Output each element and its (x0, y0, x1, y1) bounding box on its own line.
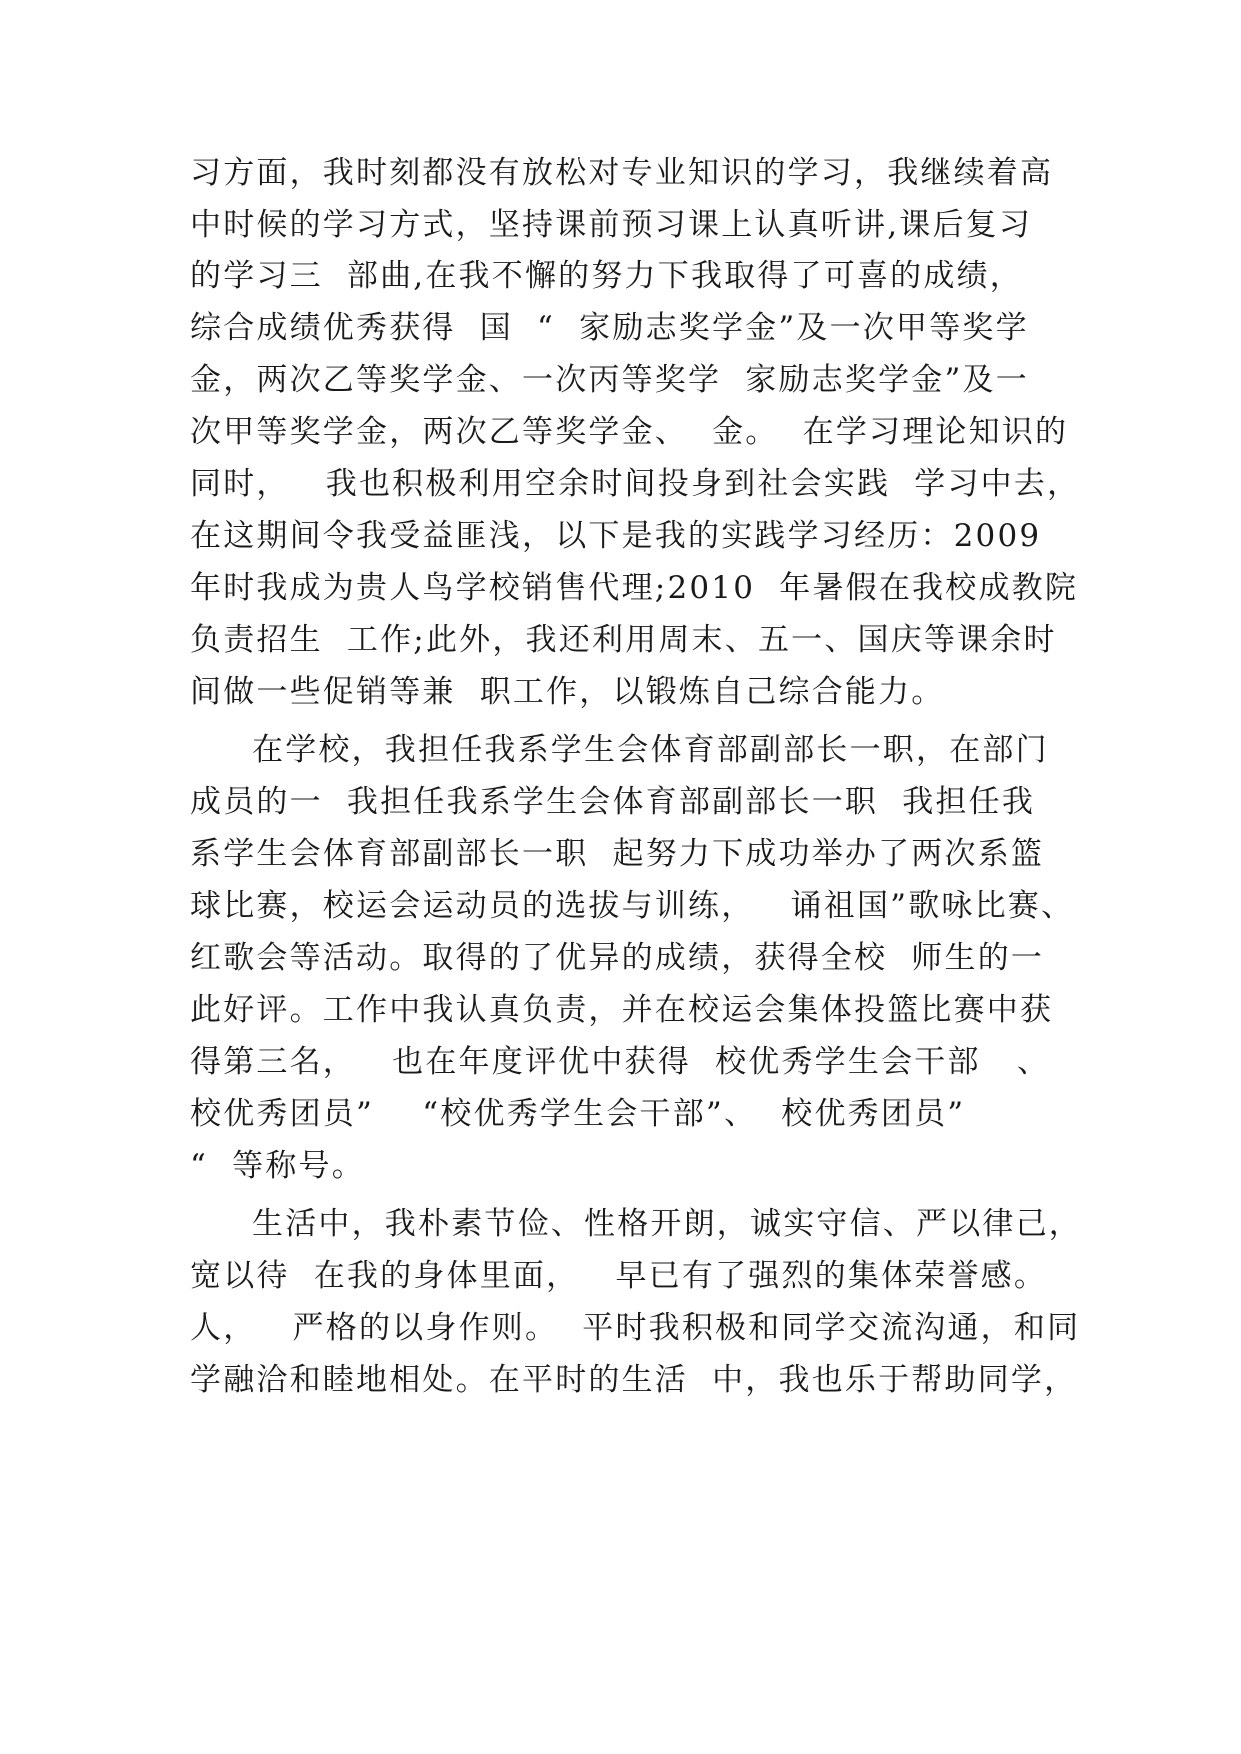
text-line: 习方面，我时刻都没有放松对专业知识的学习，我继续着高 (190, 155, 1054, 191)
text-line: 球比赛，校运会运动员的选拔与训练， 诵祖国”歌咏比赛、 (190, 888, 1075, 924)
text-line: 校优秀团员” “校优秀学生会干部”、 校优秀团员” (190, 1096, 966, 1132)
text-line: 年时我成为贵人鸟学校销售代理;2010 年暑假在我校成教院 (190, 570, 1079, 606)
text-line: 同时， 我也积极利用空余时间投身到社会实践 学习中去， (190, 466, 1081, 502)
text-line: 红歌会等活动。取得的了优异的成绩，获得全校 师生的一 (190, 940, 1045, 976)
text-line: 金，两次乙等奖学金、一次丙等奖学 家励志奖学金”及一 (190, 362, 1029, 398)
text-line: 负责招生 工作;此外，我还利用周末、五一、国庆等课余时 (190, 622, 1057, 658)
text-line: 综合成绩优秀获得 国 “ 家励志奖学金”及一次甲等奖学 (190, 310, 1029, 346)
text-line: 间做一些促销等兼 职工作，以锻炼自己综合能力。 (190, 674, 945, 710)
text-line: 得第三名， 也在年度评优中获得 校优秀学生会干部 、 (190, 1044, 1051, 1080)
text-line: 中时候的学习方式，坚持课前预习课上认真听讲,课后复习 (190, 207, 1033, 243)
paragraph-start-line: 生活中，我朴素节俭、性格开朗，诚实守信、严以律己， (252, 1206, 1082, 1242)
text-line: 宽以待 在我的身体里面， 早已有了强烈的集体荣誉感。 (190, 1258, 1048, 1294)
text-line: 人， 严格的以身作则。 平时我积极和同学交流沟通，和同 (190, 1310, 1081, 1346)
text-line: 的学习三 部曲,在我不懈的努力下我取得了可喜的成绩， (190, 258, 1023, 294)
text-line: 成员的一 我担任我系学生会体育部副部长一职 我担任我 (190, 784, 1036, 820)
text-line: 在这期间令我受益匪浅，以下是我的实践学习经历：2009 (190, 518, 1042, 554)
text-line: 次甲等奖学金，两次乙等奖学金、 金。 在学习理论知识的 (190, 414, 1069, 450)
text-line: 系学生会体育部副部长一职 起努力下成功举办了两次系篮 (190, 836, 1045, 872)
text-line: “ 等称号。 (190, 1148, 365, 1184)
paragraph-start-line: 在学校，我担任我系学生会体育部副部长一职，在部门 (252, 732, 1049, 768)
text-line: 学融洽和睦地相处。在平时的生活 中，我也乐于帮助同学， (190, 1362, 1078, 1398)
text-line: 此好评。工作中我认真负责，并在校运会集体投篮比赛中获 (190, 992, 1054, 1028)
